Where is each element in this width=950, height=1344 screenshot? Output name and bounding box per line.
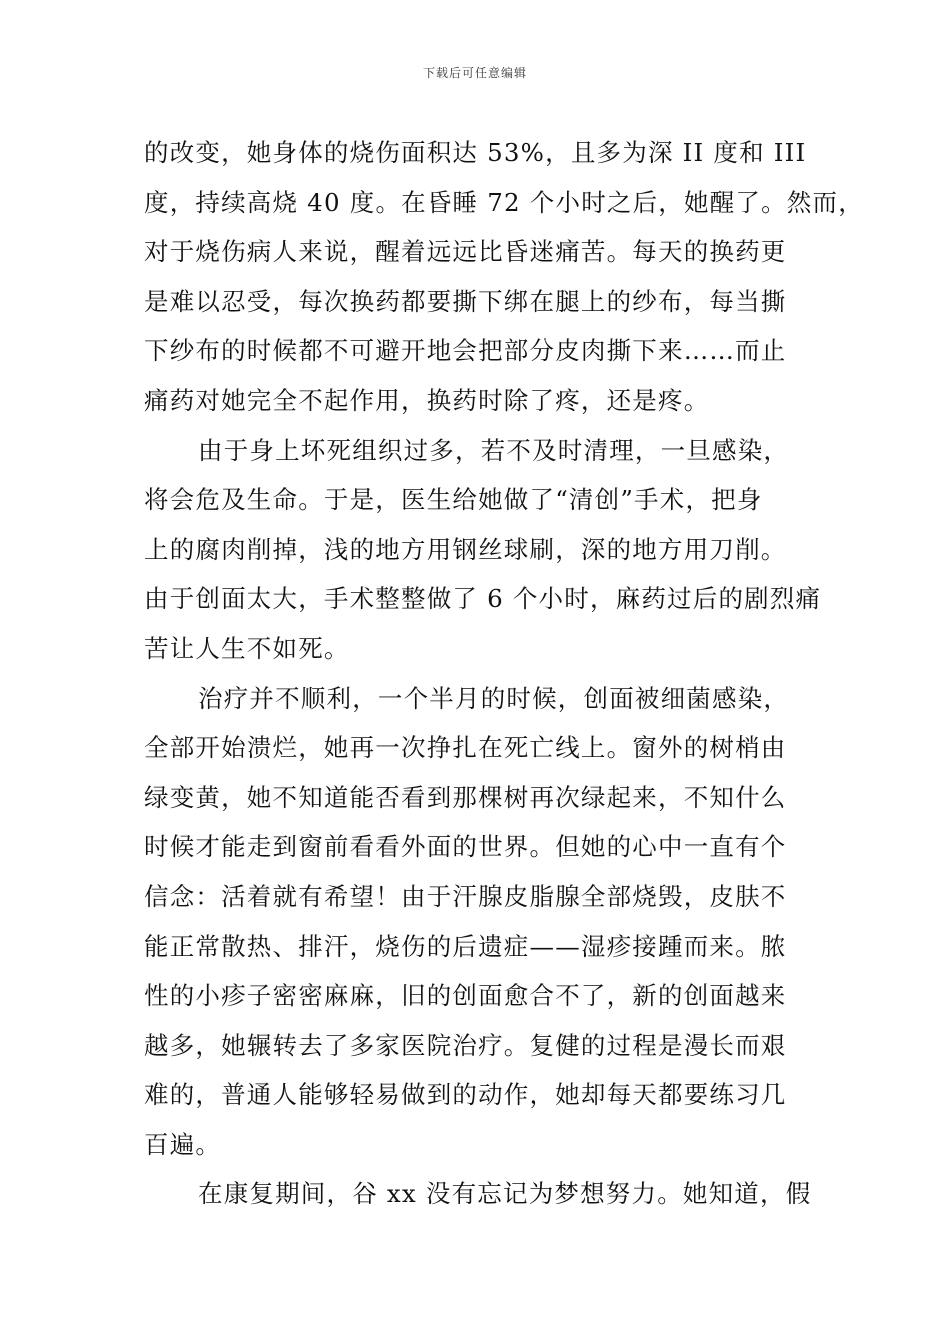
- text-line: 时候才能走到窗前看看外面的世界。但她的心中一直有个: [144, 832, 787, 862]
- text-line: 是难以忍受，每次换药都要撕下绑在腿上的纱布，每当撕: [144, 286, 787, 316]
- text-line: 百遍。: [144, 1129, 222, 1159]
- text-line: 苦让人生不如死。: [144, 633, 350, 663]
- text-line: 难的，普通人能够轻易做到的动作，她却每天都要练习几: [144, 1080, 787, 1110]
- text-line: 绿变黄，她不知道能否看到那棵树再次绿起来，不知什么: [144, 782, 787, 812]
- page-header: 下载后可任意编辑: [422, 66, 527, 80]
- text-line: 对于烧伤病人来说，醒着远远比昏迷痛苦。每天的换药更: [144, 237, 787, 267]
- text-line: 性的小疹子密密麻麻，旧的创面愈合不了，新的创面越来: [144, 981, 787, 1011]
- document-body: [144, 128, 864, 1219]
- text-line: 下纱布的时候都不可避开地会把部分皮肉撕下来……而止: [144, 336, 787, 366]
- text-line: 信念：活着就有希望！由于汗腺皮脂腺全部烧毁，皮肤不: [144, 881, 787, 911]
- text-line: 越多，她辗转去了多家医院治疗。复健的过程是漫长而艰: [144, 1030, 787, 1060]
- text-line: 由于身上坏死组织过多，若不及时清理，一旦感染，: [198, 435, 790, 465]
- text-line: 上的腐肉削掉，浅的地方用钢丝球刷，深的地方用刀削。: [144, 534, 787, 564]
- text-line: 治疗并不顺利，一个半月的时候，创面被细菌感染，: [198, 683, 790, 713]
- text-line: 度，持续高烧 40 度。在昏睡 72 个小时之后，她醒了。然而，: [144, 187, 864, 217]
- text-line: 由于创面太大，手术整整做了 6 个小时，麻药过后的剧烈痛: [144, 584, 822, 614]
- text-line: 全部开始溃烂，她再一次挣扎在死亡线上。窗外的树梢由: [144, 733, 787, 763]
- text-line: 痛药对她完全不起作用，换药时除了疼，还是疼。: [144, 385, 710, 415]
- text-line: 在康复期间，谷 xx 没有忘记为梦想努力。她知道，假: [198, 1179, 812, 1209]
- text-line: 能正常散热、排汗，烧伤的后遗症——湿疹接踵而来。脓: [144, 931, 787, 961]
- text-line: 将会危及生命。于是，医生给她做了“清创”手术，把身: [144, 485, 763, 515]
- text-line: 的改变，她身体的烧伤面积达 53%，且多为深 II 度和 III: [144, 138, 807, 167]
